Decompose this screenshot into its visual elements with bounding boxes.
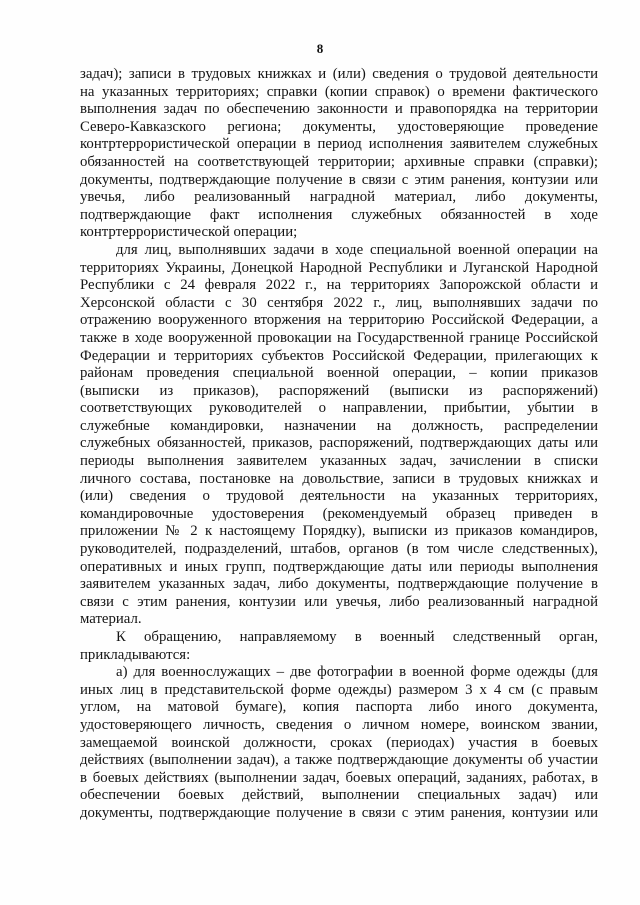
text-line: контртеррористической операции; (80, 224, 298, 241)
text-line: документы, подтверждающие получение в связи с этим ранения, контузии или (80, 804, 598, 821)
text-line: действиях (выполнении задач), а также подтверждающие документы об участии (80, 752, 598, 769)
text-line: обеспечении боевых действий, выполнении специальных задач) или (80, 787, 598, 804)
text-line: на указанных территориях; справки (копии справок) о времени фактического (80, 83, 598, 100)
text-line: Республики с 24 февраля 2022 г., на территориях Запорожской области и (80, 277, 598, 294)
text-line: подтверждающие факт исполнения служебных обязанностей в ходе (80, 206, 598, 223)
text-line: служебных обязанностей, приказов, распоряжений, подтверждающих даты или (80, 435, 598, 452)
text-line: документы, подтверждающие получение в связи с этим ранения, контузии или (80, 171, 598, 188)
text-line: в боевых действиях (выполнении задач, боевых операций, заданиях, работах, в (80, 769, 598, 786)
text-line: Федерации и территориях субъектов Российской Федерации, прилегающих к (80, 347, 598, 364)
text-line: территориях Украины, Донецкой Народной Республики и Луганской Народной (80, 259, 598, 276)
text-line: (или) сведения о трудовой деятельности на указанных территориях, (80, 488, 598, 505)
text-line: обязанностей на соответствующей территории; архивные справки (справки); (80, 153, 598, 170)
text-line: соответствующих руководителей о направлении, прибытии, убытии в (80, 400, 598, 417)
text-line: Северо-Кавказского региона; документы, удостоверяющие проведение (80, 118, 598, 135)
text-line: увечья, либо реализованный наградной материал, либо документы, (80, 189, 598, 206)
text-line: личного состава, постановке на довольствие, записи в трудовых книжках и (80, 470, 598, 487)
text-line: для лиц, выполнявших задачи в ходе специальной военной операции на (116, 241, 598, 258)
text-line: оперативных и иных групп, подтверждающие даты или периоды выполнения (80, 558, 598, 575)
text-line: заявителем указанных задач, либо документы, подтверждающие получение в (80, 576, 598, 593)
text-line: удостоверяющего личность, сведения о личном номере, воинском звании, (80, 716, 598, 733)
text-line: служебные командировки, назначении на должность, распределении (80, 417, 598, 434)
text-line: районам проведения специальной военной операции, – копии приказов (80, 365, 598, 382)
text-line: контртеррористической операции в период исполнения заявителем служебных (80, 136, 598, 153)
text-line: углом, на матовой бумаге), копия паспорта либо иного документа, (80, 699, 598, 716)
text-line: руководителей, подразделений, штабов, органов (в том числе следственных), (80, 541, 598, 558)
text-line: К обращению, направляемому в военный следственный орган, (116, 629, 598, 645)
text-line: иных лиц в представительской форме одежды) размером 3 х 4 см (с правым (80, 681, 598, 698)
text-line: замещаемой воинской должности, сроках (периодах) участия в боевых (80, 734, 598, 751)
text-line: командировочные удостоверения (рекомендуемый образец приведен в (80, 505, 598, 522)
page-number: 8 (316, 41, 324, 56)
text-line: выполнения задач по обеспечению законности и правопорядка на территории (80, 101, 598, 118)
text-line: а) для военнослужащих – две фотографии в военной форме одежды (для (116, 664, 598, 681)
text-line: прикладываются: (80, 646, 191, 663)
text-line: также в ходе вооруженной провокации на Государственной границе Российской (80, 329, 598, 346)
text-line: Херсонской области с 30 сентября 2022 г., лиц, выполнявших задачи по (80, 294, 598, 311)
text-line: материал. (80, 611, 142, 628)
body-text (80, 66, 598, 823)
text-line: задач); записи в трудовых книжках и (или) сведения о трудовой деятельности (80, 66, 598, 82)
text-line: периоды выполнения заявителем указанных задач, зачислении в списки (80, 453, 598, 470)
text-line: приложении № 2 к настоящему Порядку), выписки из приказов командиров, (80, 523, 598, 540)
text-line: отражению вооруженного вторжения на территорию Российской Федерации, а (80, 312, 598, 329)
text-line: (выписки из приказов), распоряжений (выписки из распоряжений) (80, 382, 598, 399)
text-line: связи с этим ранения, контузии или увечья, либо реализованный наградной (80, 593, 598, 610)
